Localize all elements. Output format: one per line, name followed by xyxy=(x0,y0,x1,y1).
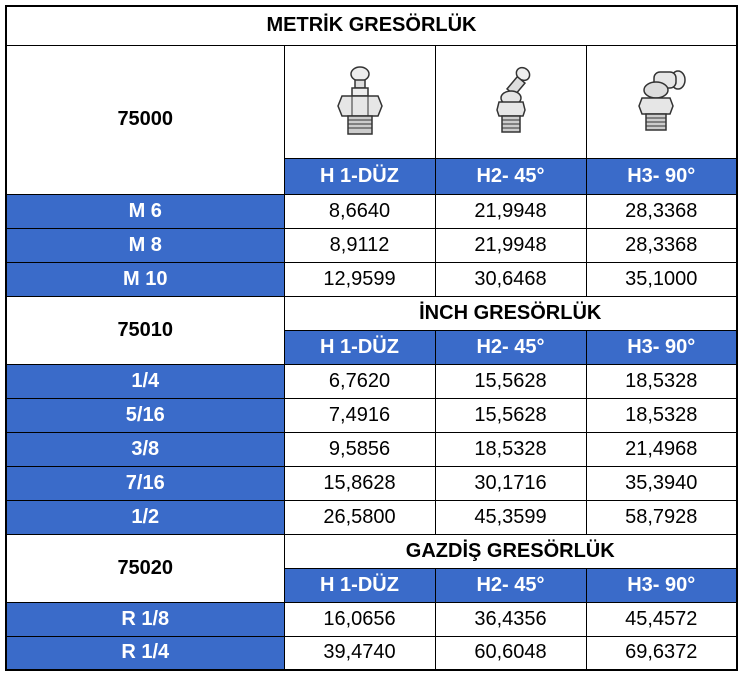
table-row xyxy=(6,194,737,228)
size-label: R 1/8 xyxy=(6,602,284,636)
column-header: H2- 45° xyxy=(435,330,586,364)
price-cell: 6,7620 xyxy=(284,364,435,398)
table-row xyxy=(6,262,737,296)
price-cell: 36,4356 xyxy=(435,602,586,636)
price-cell: 30,1716 xyxy=(435,466,586,500)
product-code-inch: 75010 xyxy=(6,296,284,364)
90-degree-grease-nipple-icon xyxy=(586,45,737,158)
column-header: H2- 45° xyxy=(435,568,586,602)
table-row xyxy=(6,602,737,636)
price-cell: 35,3940 xyxy=(586,466,737,500)
column-header: H 1-DÜZ xyxy=(284,568,435,602)
price-cell: 18,5328 xyxy=(586,364,737,398)
section-title-row xyxy=(6,6,737,45)
size-label: 7/16 xyxy=(6,466,284,500)
product-code-gas: 75020 xyxy=(6,534,284,602)
price-cell: 60,6048 xyxy=(435,636,586,670)
table-row xyxy=(6,398,737,432)
section-title-row xyxy=(6,296,737,330)
price-cell: 30,6468 xyxy=(435,262,586,296)
price-cell: 9,5856 xyxy=(284,432,435,466)
size-label: 5/16 xyxy=(6,398,284,432)
price-cell: 18,5328 xyxy=(586,398,737,432)
price-cell: 45,4572 xyxy=(586,602,737,636)
price-cell: 69,6372 xyxy=(586,636,737,670)
price-cell: 18,5328 xyxy=(435,432,586,466)
section-title-gas: GAZDİŞ GRESÖRLÜK xyxy=(284,534,737,568)
price-cell: 12,9599 xyxy=(284,262,435,296)
size-label: R 1/4 xyxy=(6,636,284,670)
size-label: 1/2 xyxy=(6,500,284,534)
table-row xyxy=(6,500,737,534)
column-header: H2- 45° xyxy=(435,158,586,194)
price-cell: 21,9948 xyxy=(435,228,586,262)
size-label: 3/8 xyxy=(6,432,284,466)
image-row xyxy=(6,45,737,158)
table-row xyxy=(6,228,737,262)
table-row xyxy=(6,466,737,500)
column-header: H 1-DÜZ xyxy=(284,330,435,364)
price-cell: 7,4916 xyxy=(284,398,435,432)
size-label: M 6 xyxy=(6,194,284,228)
section-title-inch: İNCH GRESÖRLÜK xyxy=(284,296,737,330)
column-header: H 1-DÜZ xyxy=(284,158,435,194)
size-label: M 8 xyxy=(6,228,284,262)
price-cell: 15,5628 xyxy=(435,398,586,432)
price-table xyxy=(5,5,738,671)
price-cell: 8,6640 xyxy=(284,194,435,228)
price-cell: 15,8628 xyxy=(284,466,435,500)
table-row xyxy=(6,636,737,670)
price-cell: 15,5628 xyxy=(435,364,586,398)
price-cell: 28,3368 xyxy=(586,228,737,262)
price-cell: 16,0656 xyxy=(284,602,435,636)
price-cell: 58,7928 xyxy=(586,500,737,534)
price-cell: 28,3368 xyxy=(586,194,737,228)
column-header: H3- 90° xyxy=(586,158,737,194)
size-label: 1/4 xyxy=(6,364,284,398)
table-row xyxy=(6,364,737,398)
straight-grease-nipple-icon xyxy=(284,45,435,158)
column-header: H3- 90° xyxy=(586,568,737,602)
price-cell: 39,4740 xyxy=(284,636,435,670)
price-cell: 8,9112 xyxy=(284,228,435,262)
price-cell: 35,1000 xyxy=(586,262,737,296)
section-title-metric: METRİK GRESÖRLÜK xyxy=(6,6,737,45)
price-cell: 21,4968 xyxy=(586,432,737,466)
45-degree-grease-nipple-icon xyxy=(435,45,586,158)
product-code-metric: 75000 xyxy=(6,45,284,194)
section-title-row xyxy=(6,534,737,568)
price-cell: 45,3599 xyxy=(435,500,586,534)
price-cell: 21,9948 xyxy=(435,194,586,228)
price-cell: 26,5800 xyxy=(284,500,435,534)
table-row xyxy=(6,432,737,466)
column-header: H3- 90° xyxy=(586,330,737,364)
size-label: M 10 xyxy=(6,262,284,296)
